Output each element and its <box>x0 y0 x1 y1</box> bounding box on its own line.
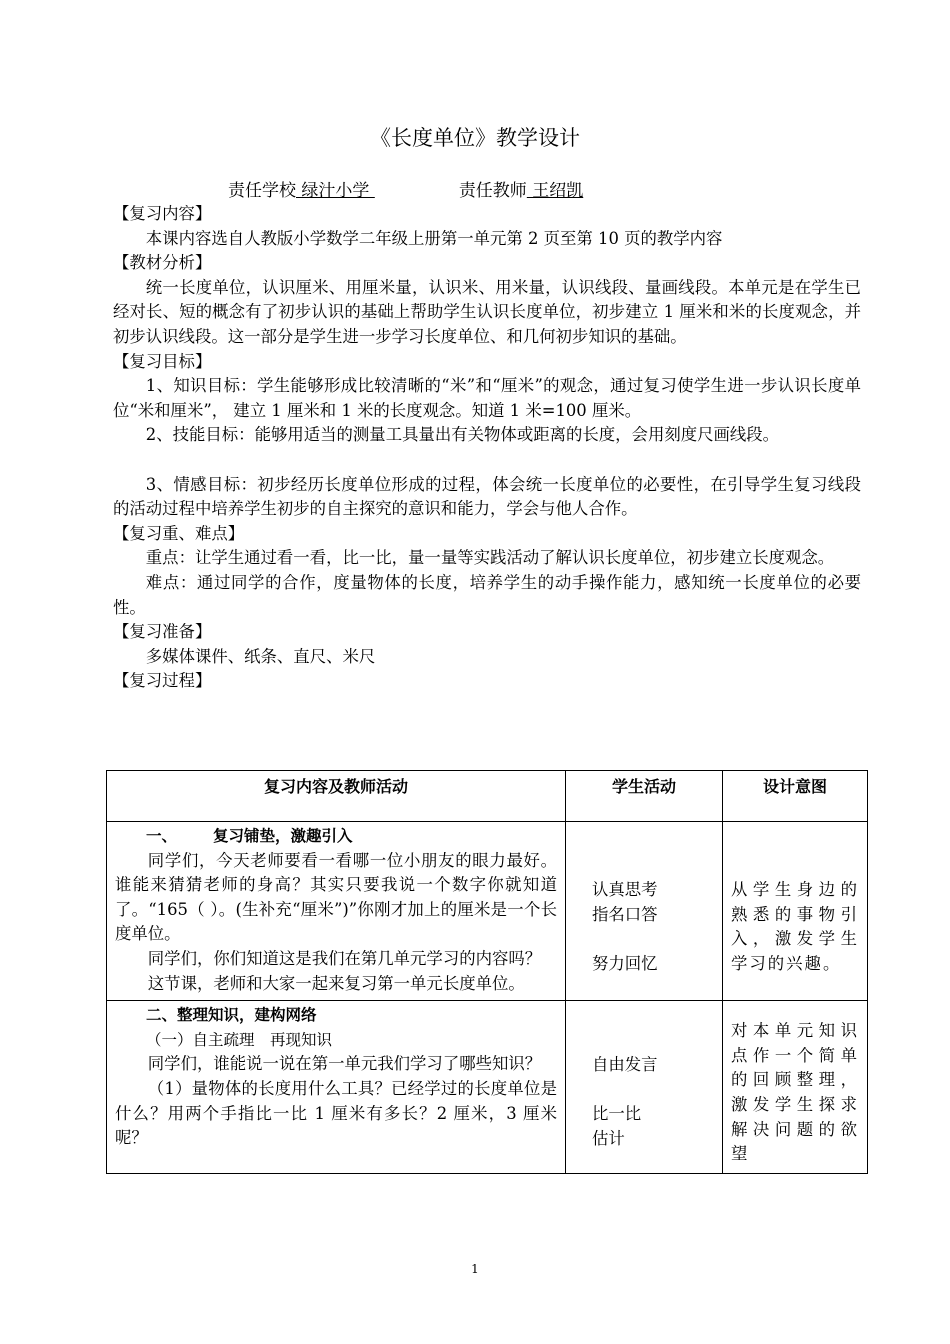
design-intent-cell <box>723 822 868 1001</box>
teacher-label: 责任教师 <box>458 181 527 201</box>
student-activity: 努力回忆 <box>592 953 658 973</box>
goal-emotion: 3、情感目标：初步经历长度单位形成的过程，体会统一长度单位的必要性，在引导学生复习线段的活动过程中培养学生初步的自主探究的意识和能力，学会与他人合作。 <box>113 474 861 519</box>
analysis-heading: 【教材分析】 <box>113 253 212 273</box>
student-activity <box>592 927 714 952</box>
design-intent: 从学生身边的熟悉的事物引入，激发学生学习的兴趣。 <box>731 880 859 973</box>
key-point: 重点：让学生通过看一看，比一比，量一量等实践活动了解认识长度单位，初步建立长度观念。 <box>145 548 835 568</box>
school-label: 责任学校 <box>228 181 296 201</box>
paragraph: （1）量物体的长度用什么工具？已经学过的长度单位是什么？用两个手指比一比 1 厘米有多长？2 厘米，3 厘米呢？ <box>115 1078 557 1148</box>
document-title: 《长度单位》教学设计 <box>370 126 580 150</box>
prep-text: 多媒体课件、纸条、直尺、米尺 <box>145 646 376 666</box>
student-activity: 估计 <box>592 1128 625 1148</box>
table-header-row <box>107 771 868 822</box>
header-student-activity: 学生活动 <box>566 771 723 822</box>
student-activity-cell <box>566 822 723 1001</box>
table-row <box>107 822 868 1001</box>
header-design-intent: 设计意图 <box>723 771 868 822</box>
design-intent-cell <box>723 1001 868 1174</box>
student-activity: 自由发言 <box>592 1055 658 1075</box>
paragraph: 同学们，你们知道这是我们在第几单元学习的内容吗？ <box>147 948 542 968</box>
page-number: 1 <box>471 1262 479 1276</box>
goal-knowledge: 1、知识目标：学生能够形成比较清晰的“米”和“厘米”的观念，通过复习使学生进一步认识长度单位“米和厘米”， 建立 1 厘米和 1 米的长度观念。知道 1 米=100 厘米。 <box>113 376 861 420</box>
prep-heading: 【复习准备】 <box>113 622 212 642</box>
teacher-value: 王绍凯 <box>526 181 584 201</box>
teacher-activity-cell <box>107 1001 566 1174</box>
paragraph: 同学们，谁能说一说在第一单元我们学习了哪些知识？ <box>147 1054 542 1074</box>
document-body <box>113 202 861 694</box>
paragraph: 同学们，今天老师要看一看哪一位小朋友的眼力最好。谁能来猜猜老师的身高？其实只要我说一个数字你就知道了。“165（ ）。(生补充“厘米”)”你刚才加上的厘米是一个长度单位。 <box>115 850 557 944</box>
content-heading: 【复习内容】 <box>113 204 212 223</box>
section-heading: 二、整理知识，建构网络 <box>146 1006 317 1025</box>
analysis-text: 统一长度单位，认识厘米、用厘米量，认识米、用米量，认识线段、量画线段。本单元是在学生已经对长、短的概念有了初步认识的基础上帮助学生认识长度单位，初步建立 1 厘米和米的长度观念，并初步认识线段。这一部分是学生进一步学习长度单位、和几何初步知识的基础。 <box>113 277 861 346</box>
author-line <box>228 176 583 201</box>
sub-heading: （一）自主疏理 再现知识 <box>146 1030 333 1049</box>
student-activity: 认真思考 <box>592 880 658 899</box>
teacher-activity-cell <box>107 822 566 1001</box>
content-text: 本课内容选自人教版小学数学二年级上册第一单元第 2 页至第 10 页的教学内容 <box>145 228 723 248</box>
goals-heading: 【复习目标】 <box>113 351 212 371</box>
table-row <box>107 1001 868 1174</box>
keypoints-heading: 【复习重、难点】 <box>113 523 245 543</box>
section-heading: 一、 复习铺垫，激趣引入 <box>146 827 353 845</box>
student-activity: 指名口答 <box>592 904 658 924</box>
process-heading: 【复习过程】 <box>113 671 212 691</box>
student-activity: 比一比 <box>592 1104 642 1124</box>
difficult-point: 难点：通过同学的合作，度量物体的长度，培养学生的动手操作能力，感知统一长度单位的必要性。 <box>113 572 861 617</box>
goal-skill: 2、技能目标：能够用适当的测量工具量出有关物体或距离的长度，会用刻度尺画线段。 <box>145 425 780 445</box>
header-teacher-activity: 复习内容及教师活动 <box>107 771 566 822</box>
student-activity <box>592 1078 714 1103</box>
school-value: 绿汁小学 <box>296 181 375 201</box>
process-table <box>106 770 868 1174</box>
paragraph: 这节课，老师和大家一起来复习第一单元长度单位。 <box>147 973 525 993</box>
student-activity-cell <box>566 1001 723 1174</box>
design-intent: 对本单元知识点作一个简单的回顾整理，激发学生探求解决问题的欲望 <box>731 1021 859 1164</box>
